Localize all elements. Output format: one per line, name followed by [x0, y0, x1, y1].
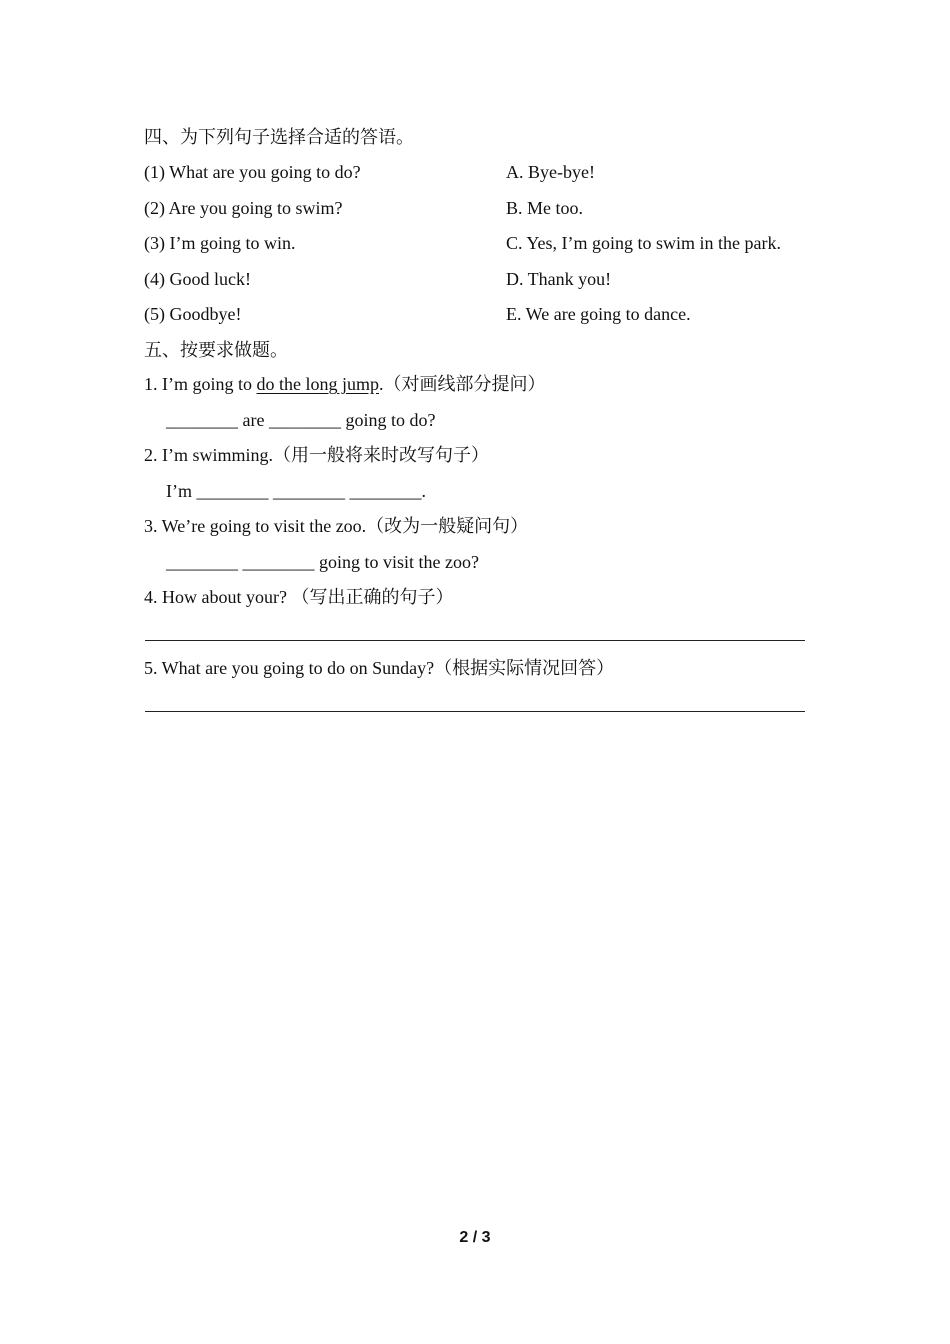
task-1-prefix: 1. I’m going to: [144, 374, 257, 394]
task-1-answer: ________ are ________ going to do?: [166, 410, 436, 430]
page-number: 2 / 3: [459, 1229, 491, 1246]
task-1: [144, 373, 546, 395]
task-1-suffix: .（对画线部分提问）: [379, 374, 546, 394]
task-2: 2. I’m swimming.（用一般将来时改写句子）: [144, 445, 489, 465]
question-1: (1) What are you going to do?: [144, 162, 361, 182]
option-a: A. Bye-bye!: [506, 162, 595, 182]
task-4: 4. How about your? （写出正确的句子）: [144, 587, 454, 607]
question-2: (2) Are you going to swim?: [144, 198, 343, 218]
task-5: 5. What are you going to do on Sunday?（根据实际情况回答）: [144, 658, 615, 678]
task-1-underlined: do the long jump: [256, 374, 379, 394]
section5-heading: 五、按要求做题。: [144, 340, 288, 360]
section4-heading: 四、为下列句子选择合适的答语。: [144, 127, 414, 147]
option-e: E. We are going to dance.: [506, 304, 691, 324]
option-c: C. Yes, I’m going to swim in the park.: [506, 233, 782, 253]
task-4-answer-line: [145, 640, 805, 641]
task-2-answer: I’m ________ ________ ________.: [166, 481, 426, 501]
question-4: (4) Good luck!: [144, 269, 251, 289]
task-5-answer-line: [145, 711, 805, 712]
task-3: 3. We’re going to visit the zoo.（改为一般疑问句）: [144, 516, 529, 536]
option-d: D. Thank you!: [506, 269, 612, 289]
question-3: (3) I’m going to win.: [144, 233, 296, 253]
option-b: B. Me too.: [506, 198, 584, 218]
question-5: (5) Goodbye!: [144, 304, 242, 324]
task-3-answer: ________ ________ going to visit the zoo?: [166, 552, 479, 572]
